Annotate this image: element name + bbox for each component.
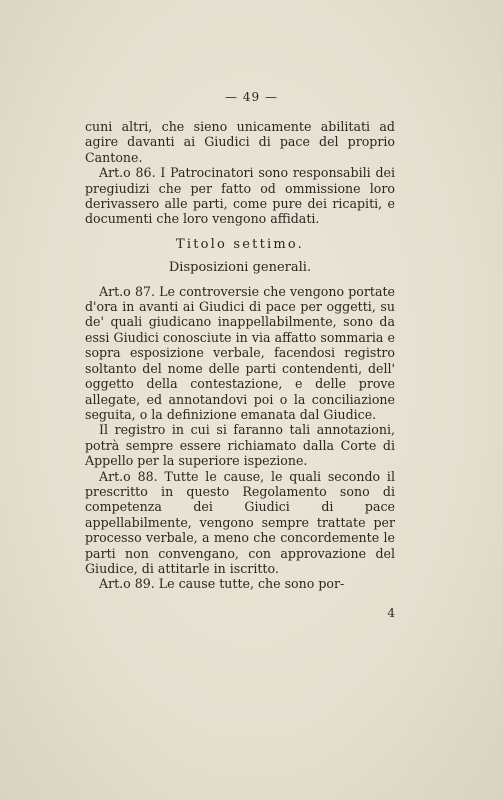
- page-number: — 49 —: [225, 90, 278, 104]
- paragraph-continuation: cuni altri, che sieno unicamente abilitati ad agire davanti ai Giudici di pace del proprio Cantone.: [85, 119, 395, 165]
- signature-mark: 4: [387, 606, 395, 620]
- section-title: Titolo settimo.: [175, 236, 305, 252]
- paragraph-art-89: Art.o 89. Le cause tutte, che sono por-: [99, 576, 345, 592]
- paragraph-art-87: Art.o 87. Le controversie che vengono portate d'ora in avanti ai Giudici di pace per oggetti, su de' quali giudicano inappellabilmente, sono da essi Giudici conosciute in via affatto sommaria e sopra esposizione verbale, facendosi registro soltanto del nome delle parti contendenti, dell' oggetto della contestazione, e delle prove allegate, ed annotandovi poi o la conciliazione seguita, o la definizione emanata dal Giudice.: [85, 283, 395, 422]
- body-text: [85, 119, 395, 592]
- paragraph-art-86: Art.o 86. I Patrocinatori sono responsabili dei pregiudizi che per fatto od ommissione loro derivassero alle parti, come pure dei ricapiti, e documenti che loro vengono affidati.: [85, 165, 395, 227]
- paragraph-art-88: Art.o 88. Tutte le cause, le quali secondo il prescritto in questo Regolamento sono di competenza dei Giudici di pace appellabilmente, vengono sempre trattate per processo verbale, a meno che concordemente le parti non convengano, con approvazione del Giudice, di attitarle in iscritto.: [85, 468, 395, 576]
- paragraph-registro: Il registro in cui si faranno tali annotazioni, potrà sempre essere richiamato dalla Corte di Appello per la superiore ispezione.: [85, 422, 395, 469]
- section-subtitle: Disposizioni generali.: [168, 260, 312, 276]
